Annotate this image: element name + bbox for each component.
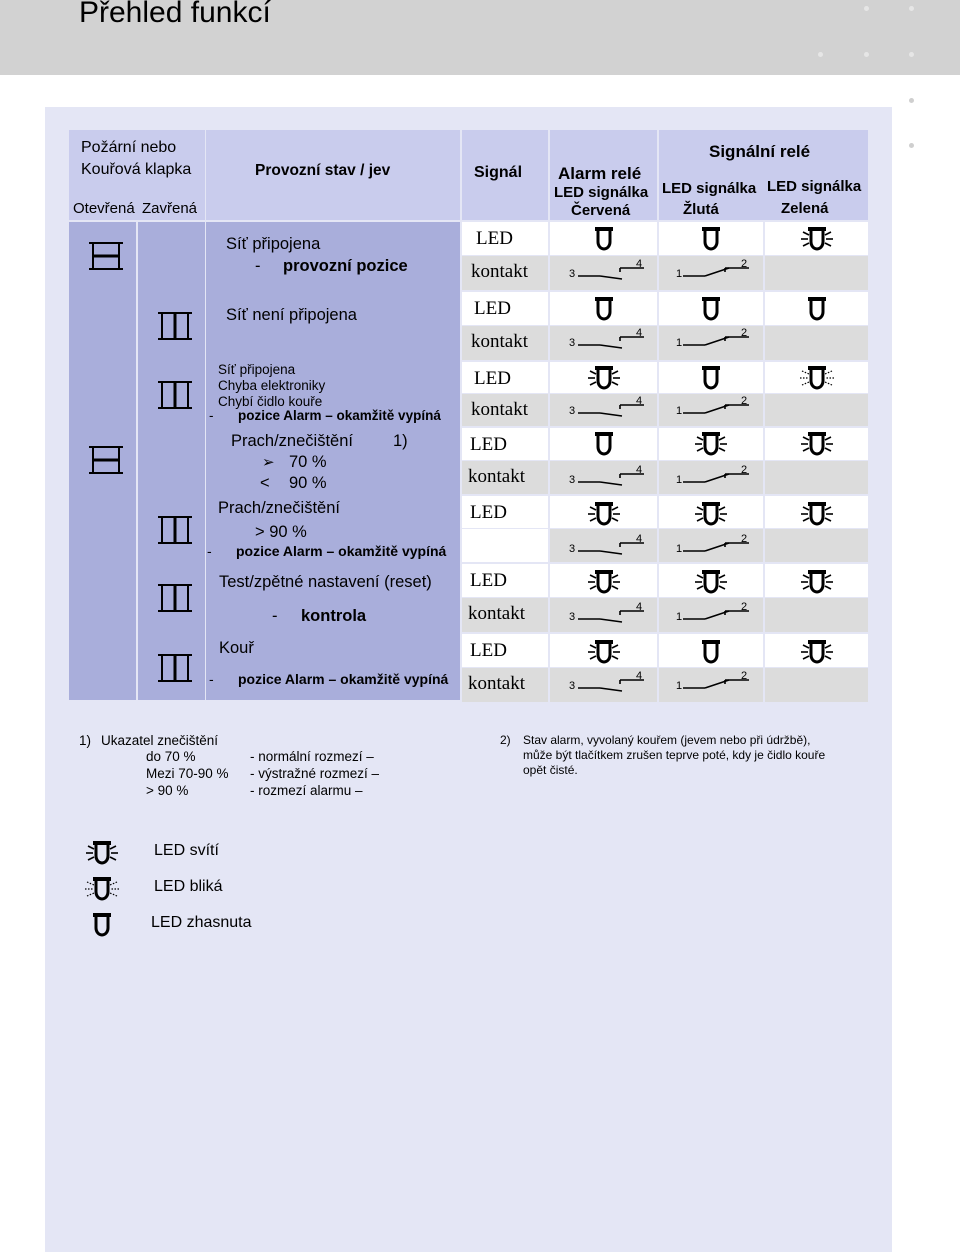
header-yellow-label: Žlutá xyxy=(683,201,719,218)
signal-contact-label: kontakt xyxy=(471,399,528,420)
state-text: Síť připojena xyxy=(226,235,321,253)
contact-cell xyxy=(765,598,868,632)
contact-number: 4 xyxy=(636,464,643,476)
state-text: < xyxy=(260,474,270,492)
contact-number: 1 xyxy=(676,405,683,417)
state-text: Síť připojena xyxy=(218,362,296,377)
contact-number: 4 xyxy=(636,533,643,545)
state-text: 1) xyxy=(393,432,408,450)
contact-number: 4 xyxy=(636,327,643,339)
header-opened: Otevřená xyxy=(73,200,135,217)
led-off-icon xyxy=(586,296,622,327)
state-text: - xyxy=(255,257,261,275)
contact-number: 4 xyxy=(636,258,643,270)
contact-number: 3 xyxy=(569,611,576,623)
footnote-2-line: Stav alarm, vyvolaný kouřem (jevem nebo při údržbě), xyxy=(523,733,811,747)
led-on-icon xyxy=(586,639,622,670)
led-on-icon xyxy=(799,501,835,532)
damper-closed-icon xyxy=(157,584,193,617)
header-red-label: Červená xyxy=(571,202,631,219)
led-off-icon xyxy=(693,639,729,670)
led-on-icon xyxy=(586,501,622,532)
state-text: pozice Alarm – okamžitě vypíná xyxy=(236,543,447,559)
header-state-label: Provozní stav / jev xyxy=(255,162,391,179)
contact-number: 3 xyxy=(569,680,576,692)
state-text: Chybí čidlo kouře xyxy=(218,394,323,409)
state-text: - xyxy=(209,671,214,687)
state-text: > 90 % xyxy=(255,523,307,541)
footnote-1-desc: - rozmezí alarmu – xyxy=(250,783,363,798)
damper-closed-icon xyxy=(157,516,193,549)
header-damper-label: Požární nebo Kouřová klapka xyxy=(81,139,192,178)
signal-contact-label: kontakt xyxy=(471,331,528,352)
signal-led-label: LED xyxy=(470,502,507,523)
contact-cell xyxy=(765,668,868,702)
decor-dot xyxy=(818,52,823,57)
led-off-icon xyxy=(84,912,120,943)
header-red-led: LED signálka xyxy=(554,184,649,201)
header-green-led: LED signálka xyxy=(767,178,862,195)
contact-number: 1 xyxy=(676,268,683,280)
footnote-1-mark: 1) xyxy=(79,733,92,748)
contact-number: 2 xyxy=(741,327,748,339)
arrow-icon: ➢ xyxy=(262,454,275,471)
contact-number: 2 xyxy=(741,601,748,613)
header-signal-label: Signál xyxy=(474,164,523,181)
state-text: - xyxy=(272,607,278,625)
signal-contact-label: kontakt xyxy=(471,261,528,282)
signal-contact-label: kontakt xyxy=(468,603,525,624)
footnote-1-desc: - normální rozmezí – xyxy=(250,749,374,764)
damper-closed-icon xyxy=(157,654,193,687)
contact-number: 4 xyxy=(636,395,643,407)
contact-number: 2 xyxy=(741,533,748,545)
contact-number: 3 xyxy=(569,474,576,486)
page-title: Přehled funkcí xyxy=(79,0,271,29)
state-text: 70 % xyxy=(289,453,327,471)
state-text: pozice Alarm – okamžitě vypíná xyxy=(238,408,441,423)
contact-number: 1 xyxy=(676,543,683,555)
contact-cell xyxy=(765,461,868,494)
damper-closed-icon xyxy=(157,312,193,345)
led-on-icon xyxy=(586,365,622,396)
contact-number: 2 xyxy=(741,464,748,476)
contact-number: 1 xyxy=(676,611,683,623)
led-off-icon xyxy=(693,226,729,257)
state-text: - xyxy=(209,408,214,423)
led-on-icon xyxy=(799,569,835,600)
contact-number: 2 xyxy=(741,395,748,407)
state-text: Prach/znečištění xyxy=(218,499,340,517)
signal-contact-label: kontakt xyxy=(468,673,525,694)
footnote-1-range: do 70 % xyxy=(146,749,196,764)
legend-label: LED svítí xyxy=(154,842,219,859)
closed-column xyxy=(138,222,205,700)
contact-number: 2 xyxy=(741,670,748,682)
decor-dot xyxy=(909,52,914,57)
decor-dot xyxy=(909,6,914,11)
led-on-icon xyxy=(693,569,729,600)
state-text: 90 % xyxy=(289,474,327,492)
contact-number: 3 xyxy=(569,337,576,349)
led-on-icon xyxy=(586,569,622,600)
led-off-icon xyxy=(586,226,622,257)
contact-number: 1 xyxy=(676,337,683,349)
decor-dot xyxy=(909,143,914,148)
contact-cell xyxy=(765,256,868,290)
led-on-icon xyxy=(693,431,729,462)
decor-dot xyxy=(864,52,869,57)
signal-led-label: LED xyxy=(470,434,507,455)
state-column xyxy=(206,222,460,700)
contact-number: 2 xyxy=(741,258,748,270)
state-text: - xyxy=(207,543,212,559)
contact-number: 1 xyxy=(676,680,683,692)
state-text: pozice Alarm – okamžitě vypíná xyxy=(238,671,449,687)
led-on-icon xyxy=(799,226,835,257)
header-closed: Zavřená xyxy=(142,200,198,217)
signal-led-label: LED xyxy=(474,298,511,319)
signal-led-label: LED xyxy=(470,640,507,661)
led-blink-icon xyxy=(84,876,120,907)
led-on-icon xyxy=(693,501,729,532)
contact-number: 1 xyxy=(676,474,683,486)
decor-dot xyxy=(909,98,914,103)
damper-open-icon xyxy=(88,242,124,275)
state-text: Síť není připojena xyxy=(226,306,357,324)
legend-label: LED zhasnuta xyxy=(151,914,252,931)
state-text: kontrola xyxy=(301,607,367,625)
header-signal-relay-label: Signální relé xyxy=(709,142,811,161)
contact-number: 3 xyxy=(569,268,576,280)
damper-closed-icon xyxy=(157,381,193,414)
footnote-1-range: > 90 % xyxy=(146,783,189,798)
led-off-icon xyxy=(799,296,835,327)
legend-label: LED bliká xyxy=(154,878,223,895)
state-text: Kouř xyxy=(219,639,254,657)
footnote-2-mark: 2) xyxy=(500,733,511,747)
footnote-1-desc: - výstražné rozmezí – xyxy=(250,766,380,781)
header-yellow-led: LED signálka xyxy=(662,180,757,197)
state-text: Prach/znečištění xyxy=(231,432,353,450)
footnote-1-range: Mezi 70-90 % xyxy=(146,766,229,781)
decor-dot xyxy=(864,6,869,11)
led-off-icon xyxy=(693,296,729,327)
state-text: provozní pozice xyxy=(283,257,408,275)
contact-number: 4 xyxy=(636,601,643,613)
led-off-icon xyxy=(586,431,622,462)
contact-number: 4 xyxy=(636,670,643,682)
header-green-label: Zelená xyxy=(781,200,829,217)
contact-cell xyxy=(765,529,868,562)
signal-led-label: LED xyxy=(476,228,513,249)
led-on-icon xyxy=(799,431,835,462)
signal-led-label: LED xyxy=(474,368,511,389)
header-alarm-label: Alarm relé xyxy=(558,164,642,183)
led-blink-icon xyxy=(799,365,835,396)
contact-cell xyxy=(765,394,868,426)
state-text: Chyba elektroniky xyxy=(218,378,326,393)
state-text: Test/zpětné nastavení (reset) xyxy=(219,573,432,591)
signal-cell-contact xyxy=(462,529,548,562)
damper-open-icon xyxy=(88,446,124,479)
contact-cell xyxy=(765,326,868,360)
contact-number: 3 xyxy=(569,543,576,555)
signal-led-label: LED xyxy=(470,570,507,591)
signal-contact-label: kontakt xyxy=(468,466,525,487)
led-on-icon xyxy=(799,639,835,670)
led-off-icon xyxy=(693,365,729,396)
led-on-icon xyxy=(84,840,120,871)
page-header xyxy=(0,0,960,75)
footnote-2-line: může být tlačítkem zrušen teprve poté, kdy je čidlo kouře xyxy=(523,748,826,762)
footnote-2-line: opět čisté. xyxy=(523,763,578,777)
footnote-1-title: Ukazatel znečištění xyxy=(101,733,219,748)
contact-number: 3 xyxy=(569,405,576,417)
